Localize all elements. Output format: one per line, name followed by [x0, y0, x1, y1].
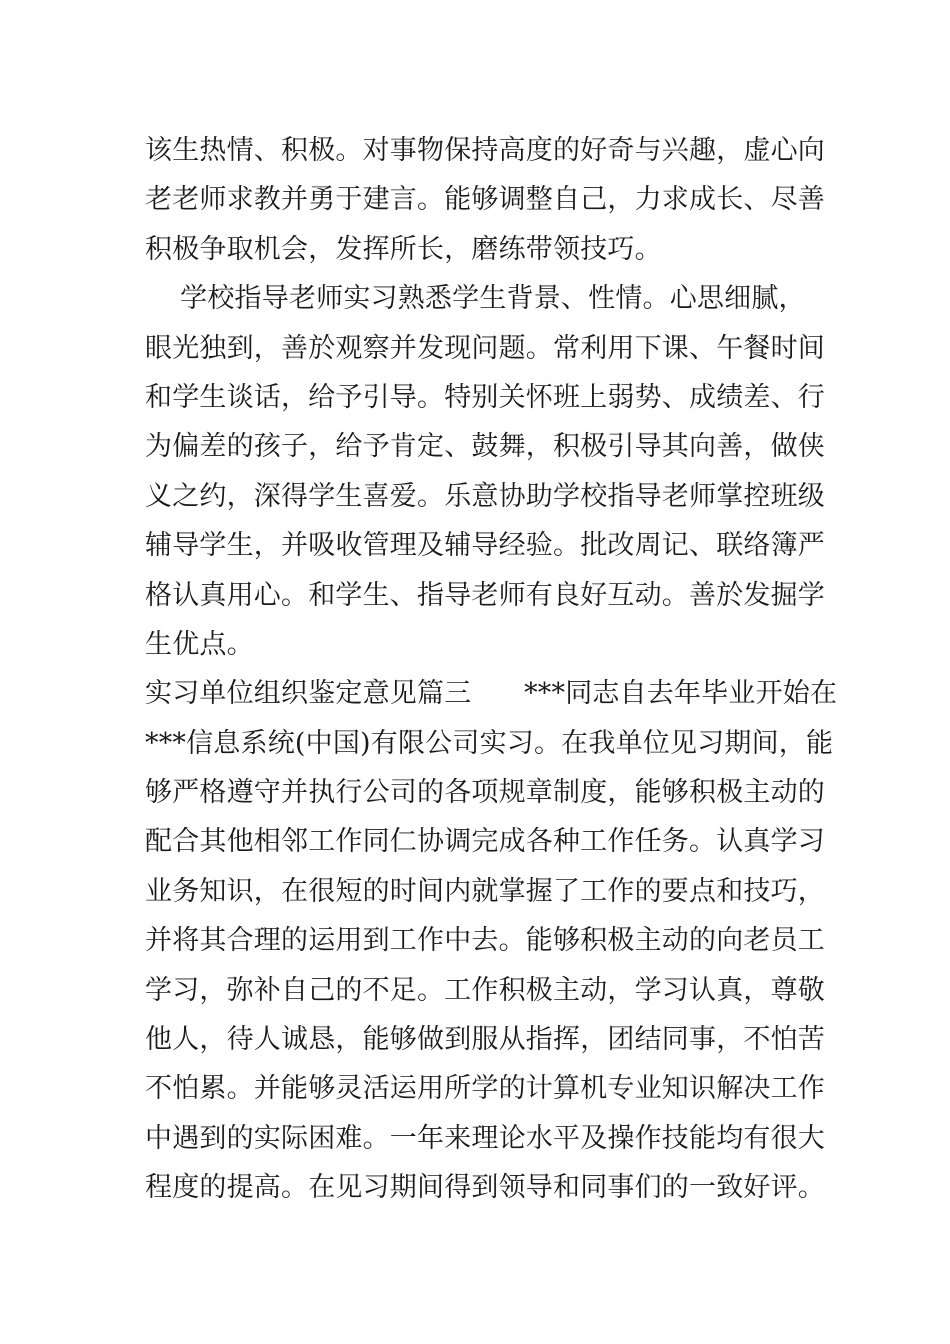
text-line: 不怕累。并能够灵活运用所学的计算机专业知识解决工作 [145, 1073, 825, 1105]
text-line: 程度的提高。在见习期间得到领导和同事们的一致好评。 [145, 1172, 825, 1204]
text-line: 和学生谈话，给予引导。特别关怀班上弱势、成绩差、行 [145, 381, 825, 413]
text-line: 该生热情、积极。对事物保持高度的好奇与兴趣，虚心向 [145, 135, 825, 166]
text-line: 够严格遵守并执行公司的各项规章制度，能够积极主动的 [145, 777, 825, 809]
text-line: 老老师求教并勇于建言。能够调整自己，力求成长、尽善 [145, 184, 825, 216]
text-line: 并将其合理的运用到工作中去。能够积极主动的向老员工 [145, 925, 825, 957]
text-line: 配合其他相邻工作同仁协调完成各种工作任务。认真学习 [145, 826, 825, 858]
text-line: 眼光独到，善於观察并发现问题。常利用下课、午餐时间 [145, 332, 825, 364]
text-line: 他人，待人诚恳，能够做到服从指挥，团结同事，不怕苦 [145, 1024, 825, 1056]
text-line: ***信息系统(中国)有限公司实习。在我单位见习期间，能 [145, 727, 834, 759]
text-line: 辅导学生，并吸收管理及辅导经验。批改周记、联络簿严 [145, 530, 825, 562]
text-line: 中遇到的实际困难。一年来理论水平及操作技能均有很大 [145, 1122, 825, 1154]
document-body [145, 126, 838, 1213]
text-line: 学习，弥补自己的不足。工作积极主动，学习认真，尊敬 [145, 974, 825, 1006]
text-line: 格认真用心。和学生、指导老师有良好互动。善於发掘学 [145, 579, 825, 611]
text-line: 学校指导老师实习熟悉学生背景、性情。心思细腻， [145, 283, 806, 315]
text-line: 实习单位组织鉴定意见篇三 ***同志自去年毕业开始在 [145, 678, 838, 710]
text-line: 为偏差的孩子，给予肯定、鼓舞，积极引导其向善，做侠 [145, 431, 825, 463]
text-line: 义之约，深得学生喜爱。乐意协助学校指导老师掌控班级 [145, 480, 825, 512]
text-line: 业务知识，在很短的时间内就掌握了工作的要点和技巧， [145, 875, 825, 907]
text-line: 生优点。 [145, 628, 254, 660]
text-line: 积极争取机会，发挥所长，磨练带领技巧。 [145, 233, 662, 265]
